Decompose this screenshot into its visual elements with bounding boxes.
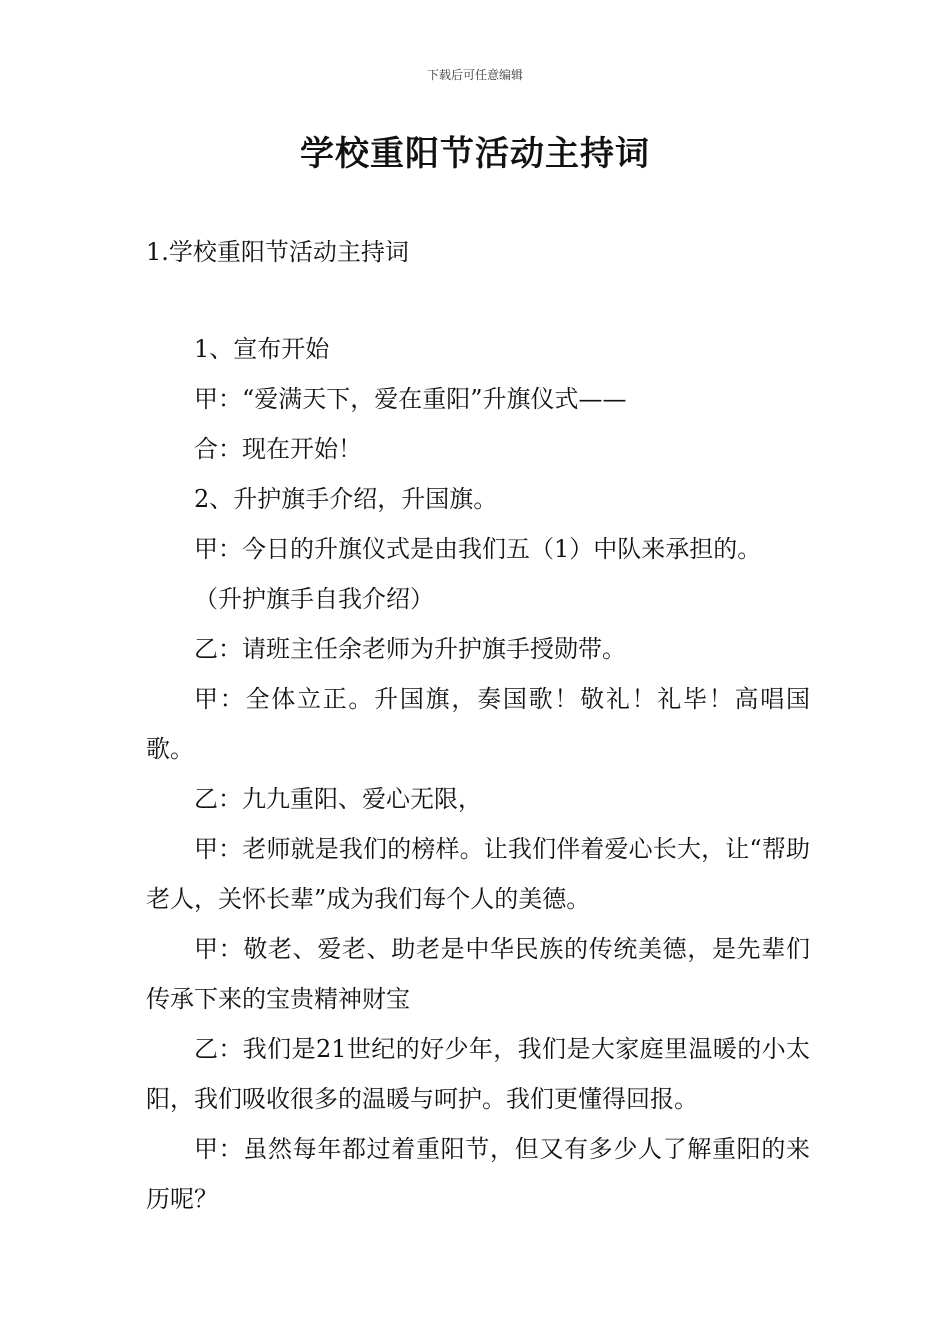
paragraph: 甲：“爱满天下，爱在重阳”升旗仪式—— bbox=[194, 385, 627, 413]
document-body bbox=[146, 324, 810, 1224]
paragraph: （升护旗手自我介绍） bbox=[194, 585, 434, 613]
paragraph: 甲：老师就是我们的榜样。让我们伴着爱心长大，让“帮助老人，关怀长辈”成为我们每个人的美德。 bbox=[146, 835, 810, 913]
header-note: 下载后可任意编辑 bbox=[426, 68, 523, 82]
paragraph: 甲：今日的升旗仪式是由我们五（1）中队来承担的。 bbox=[194, 535, 762, 563]
paragraph: 甲：敬老、爱老、助老是中华民族的传统美德，是先辈们传承下来的宝贵精神财宝 bbox=[146, 935, 810, 1013]
section-heading: 1.学校重阳节活动主持词 bbox=[146, 238, 409, 266]
document-title: 学校重阳节活动主持词 bbox=[300, 134, 650, 174]
paragraph: 2、升护旗手介绍，升国旗。 bbox=[194, 485, 498, 513]
paragraph: 1、宣布开始 bbox=[194, 335, 330, 363]
paragraph: 乙：我们是21世纪的好少年，我们是大家庭里温暖的小太阳，我们吸收很多的温暖与呵护。我们更懂得回报。 bbox=[146, 1035, 810, 1113]
paragraph: 甲：全体立正。升国旗，奏国歌！敬礼！礼毕！高唱国歌。 bbox=[146, 685, 810, 763]
paragraph: 乙：九九重阳、爱心无限， bbox=[194, 785, 482, 813]
paragraph: 合：现在开始！ bbox=[194, 435, 362, 463]
paragraph: 乙：请班主任余老师为升护旗手授勋带。 bbox=[194, 635, 626, 663]
paragraph: 甲：虽然每年都过着重阳节，但又有多少人了解重阳的来历呢？ bbox=[146, 1135, 810, 1213]
